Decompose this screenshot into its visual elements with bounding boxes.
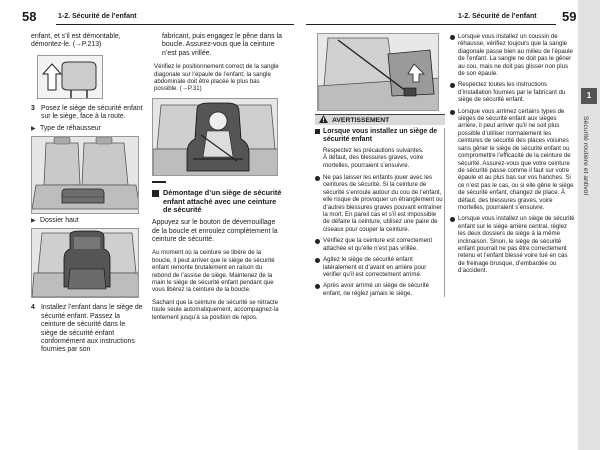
bullet-dot-icon bbox=[315, 176, 320, 181]
warning-bullet bbox=[450, 215, 575, 274]
booster-cushion-illustration bbox=[31, 136, 139, 214]
section-heading-text: Démontage d’un siège de sécurité enfant attaché avec une ceinture de sécurité bbox=[163, 187, 282, 215]
column-1 bbox=[31, 33, 143, 358]
step-3-text: Posez le siège de sécurité enfant sur le siège, face à la route. bbox=[41, 104, 143, 121]
step-3 bbox=[31, 105, 143, 122]
step-4-continuation: fabricant, puis engagez le pêne dans la boucle. Assurez-vous que la ceinture n’est pas vrillée. bbox=[162, 33, 282, 57]
warning-bullet bbox=[315, 282, 444, 297]
warning-title: AVERTISSEMENT bbox=[332, 117, 390, 124]
warning-bullet bbox=[450, 108, 575, 212]
warning-bullet-text: Après avoir arrimé un siège de sécurité enfant, ne réglez jamais le siège. bbox=[323, 282, 430, 297]
column-3 bbox=[315, 33, 445, 301]
warning-bullet bbox=[450, 33, 575, 77]
child-seat-installed-illustration bbox=[152, 98, 278, 176]
type-label: Type de réhausseur bbox=[40, 124, 101, 132]
warning-subheading bbox=[315, 128, 444, 145]
section-title-left: 1-2. Sécurité de l’enfant bbox=[58, 13, 137, 20]
warning-body bbox=[315, 128, 445, 297]
warning-subheading-text: Lorsque vous installez un siège de sécurité enfant bbox=[323, 128, 438, 144]
square-bullet-icon bbox=[315, 129, 320, 134]
removal-instructions: Appuyez sur le bouton de déverrouillage de la boucle et enroulez complètement la ceinture de sécurité. bbox=[152, 219, 278, 244]
triangle-bullet-icon: ▶ bbox=[31, 125, 36, 132]
dossier-label: Dossier haut bbox=[40, 217, 79, 225]
warning-bullet-text: Respectez toutes les instructions d’installation fournies par le fabricant du siège de sécurité enfant. bbox=[458, 81, 566, 104]
bullet-dot-icon bbox=[450, 83, 455, 88]
warning-triangle-icon bbox=[319, 115, 328, 123]
warning-banner bbox=[315, 114, 445, 125]
page-number-left: 58 bbox=[22, 9, 37, 24]
page-header-right bbox=[300, 0, 600, 26]
page-header-left bbox=[0, 0, 300, 26]
warning-intro: Respectez les précautions suivantes. À défaut, des blessures graves, voire mortelles, pourraient s’ensuivre. bbox=[323, 146, 424, 169]
type-label-row bbox=[31, 125, 143, 133]
warning-bullet bbox=[450, 81, 575, 103]
bullet-dot-icon bbox=[450, 217, 455, 222]
high-back-booster-illustration bbox=[31, 228, 139, 298]
bullet-dot-icon bbox=[315, 239, 320, 244]
bullet-dot-icon bbox=[450, 35, 455, 40]
warning-bullet-text: Vérifiez que la ceinture est correctement attachée et qu’elle n’est pas vrillée. bbox=[323, 237, 433, 252]
bullet-dot-icon bbox=[315, 258, 320, 263]
warning-bullet bbox=[315, 237, 444, 252]
step-3-number: 3 bbox=[31, 104, 35, 112]
warning-bullet-text: Lorsque vous installez un siège de sécurité enfant sur le siège arrière central, réglez les deux dossiers de siège à la même inclinaison. Sinon, le siège de sécurité enfant pourrait ne pas être correctement retenu et l’enfant blessé voire tué en cas de freinage brusque, d’embardée ou d’accident. bbox=[458, 215, 575, 275]
step-4-text: Installez l’enfant dans le siège de sécurité enfant. Passez la ceinture de sécurité dans le siège de sécurité enfant conformément aux instructions fournies par son bbox=[41, 304, 143, 354]
removal-caution-2: Sachant que la ceinture de sécurité se rétracte toute seule automatiquement, accompagnez-la lentement jusqu’à sa position de repos. bbox=[152, 298, 279, 321]
section-heading bbox=[152, 189, 282, 215]
section-divider bbox=[152, 181, 166, 183]
header-rule-right bbox=[306, 24, 556, 25]
chapter-sidebar bbox=[578, 0, 600, 450]
step-4-number: 4 bbox=[31, 304, 35, 312]
triangle-bullet-icon: ▶ bbox=[31, 218, 36, 225]
column-2 bbox=[152, 33, 282, 326]
intro-text: enfant, et s’il est démontable, démontez-le. (→P.213) bbox=[31, 33, 121, 49]
dossier-label-row bbox=[31, 217, 143, 225]
step-4 bbox=[31, 304, 143, 354]
header-rule-left bbox=[56, 24, 294, 25]
warning-bullet-text: Lorsque vous arrimez certains types de sièges de sécurité enfant aux sièges arrière, il peut arriver qu’il ne soit plus possible d’utiliser normalement les ceintures de sécurité des places voisines sans gêner le siège de sécurité enfant ou compromettre l’efficacité de la ceinture de sécurité. Assurez-vous que votre ceinture de sécurité passe comme il faut sur votre épaule et au plus bas sur vos hanches. Si ce n’est pas le cas, ou si elle gêne le siège de sécurité enfant, changez de place. À défaut, des blessures graves, voire mortelles, pourraient s’ensuivre. bbox=[458, 107, 574, 211]
page-number-right: 59 bbox=[562, 9, 577, 24]
warning-bullet-text: Agitez le siège de sécurité enfant latéralement et d’avant en arrière pour vérifier qu’il est correctement arrimé. bbox=[323, 256, 427, 278]
warning-bullet-text: Ne pas laisser les enfants jouer avec les ceintures de sécurité. Si la ceinture de sécurité s’enroule autour du cou de l’enfant, elle risque de provoquer un étranglement ou d’autres blessures graves pouvant entraîner la mort. En pareil cas et s’il est impossible de défaire la ceinture, utilisez une paire de ciseaux pour couper la ceinture. bbox=[323, 174, 443, 233]
belt-release-illustration bbox=[317, 33, 439, 111]
square-bullet-icon bbox=[152, 190, 159, 197]
headrest-removal-illustration bbox=[37, 55, 103, 99]
shoulder-check-note: Vérifiez le positionnement correct de la sangle diagonale sur l’épaule de l’enfant; la sangle abdominale doit être placée le plus bas possible. (→P.31) bbox=[154, 63, 279, 93]
removal-caution-1: Au moment où la ceinture se libère de la boucle, il peut arriver que le siège de sécurité enfant remonte brutalement en raison du rebond de l’assise de siège. Maintenez de la main le siège de sécurité enfant pendant que vous libérez la ceinture de la boucle. bbox=[152, 249, 275, 294]
column-4 bbox=[450, 33, 575, 279]
section-title-right: 1-2. Sécurité de l’enfant bbox=[458, 13, 537, 20]
warning-bullet bbox=[315, 174, 444, 233]
bullet-dot-icon bbox=[450, 110, 455, 115]
chapter-tab-label: Sécurité routière et antivol bbox=[582, 116, 589, 195]
bullet-dot-icon bbox=[315, 284, 320, 289]
chapter-tab-number: 1 bbox=[581, 88, 597, 104]
warning-bullet-text: Lorsque vous installez un coussin de réhausse, vérifiez toujours que la sangle diagonale passe bien au milieu de l’épaule de l’enfant. La sangle ne doit pas le gêner au cou, mais ne doit pas glisser non plus de son épaule. bbox=[458, 33, 573, 78]
warning-bullet bbox=[315, 256, 444, 278]
